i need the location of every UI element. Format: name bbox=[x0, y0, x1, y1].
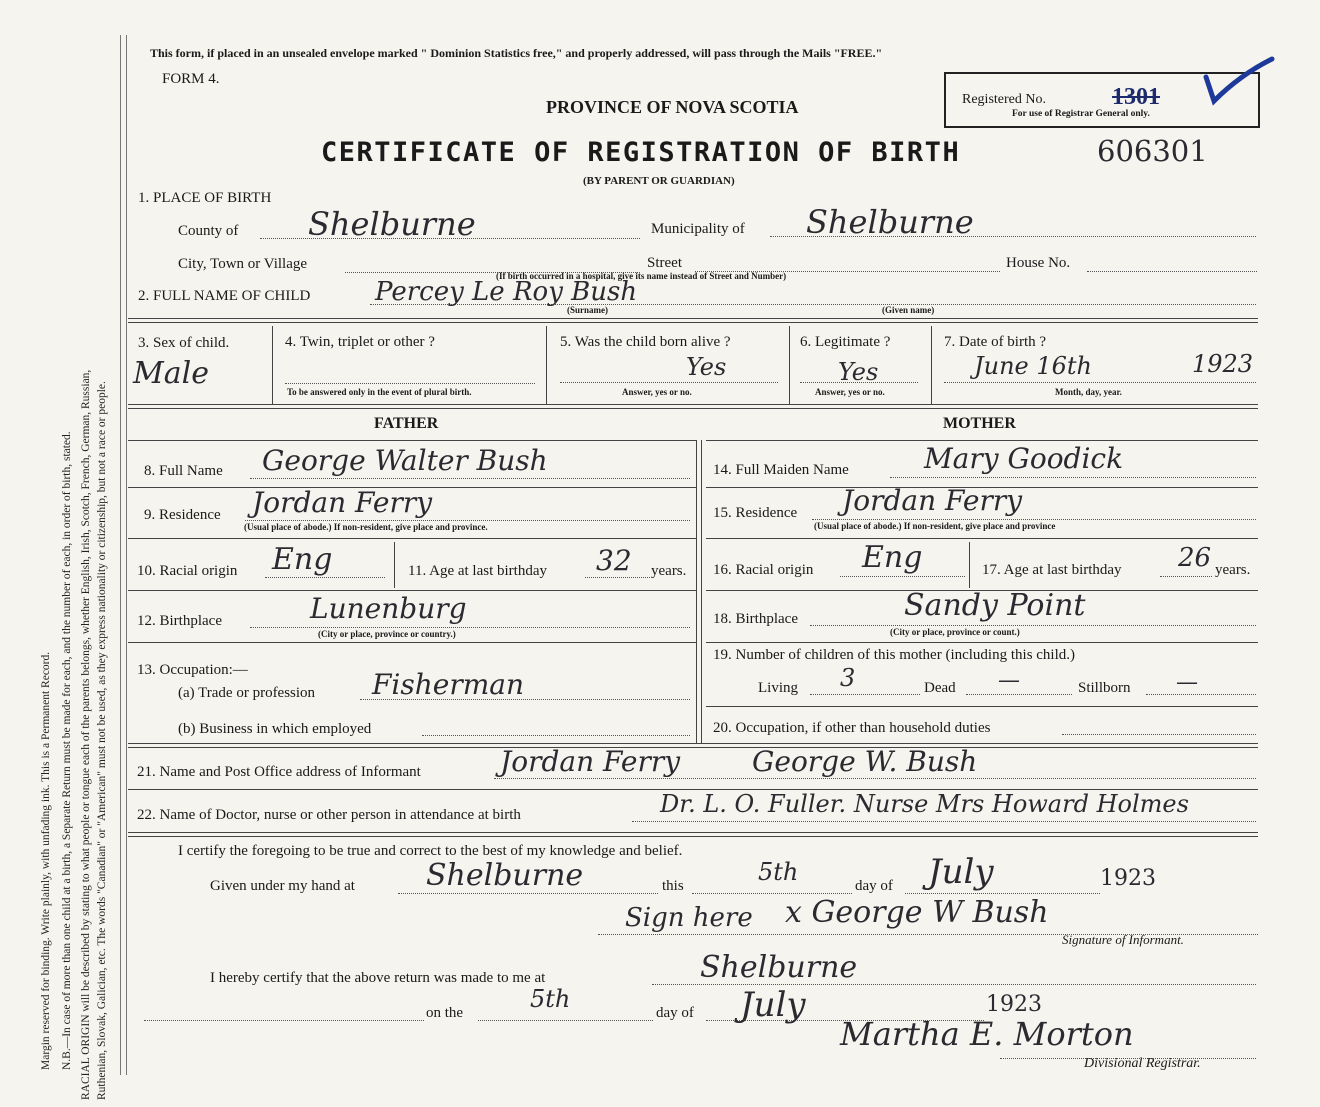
mail-notice: This form, if placed in an unsealed envelope marked " Dominion Statistics free," and properly addressed, will pass through the Mails "FREE." bbox=[150, 46, 883, 60]
mother-age-label: 17. Age at last birthday bbox=[982, 562, 1122, 578]
row-divider bbox=[128, 538, 696, 539]
year-value: 1923 bbox=[1100, 866, 1156, 891]
reg-blank-line bbox=[144, 1020, 424, 1021]
day-line bbox=[692, 893, 852, 894]
house-line bbox=[1087, 271, 1257, 272]
given-name-note: (Given name) bbox=[882, 305, 935, 315]
stillborn-line bbox=[1146, 694, 1256, 695]
father-racial-value: Eng bbox=[272, 542, 333, 577]
father-racial-line bbox=[265, 577, 385, 578]
mother-name-label: 14. Full Maiden Name bbox=[713, 462, 849, 478]
occupation-label: 13. Occupation:— bbox=[137, 662, 248, 678]
father-birthplace-label: 12. Birthplace bbox=[137, 613, 222, 629]
cell-divider bbox=[272, 326, 273, 404]
reg-year-value: 1923 bbox=[986, 992, 1042, 1017]
row-divider bbox=[128, 743, 1258, 744]
dob-note: Month, day, year. bbox=[1055, 387, 1122, 397]
row-divider bbox=[128, 747, 1258, 748]
living-value: 3 bbox=[840, 664, 856, 692]
row-divider bbox=[128, 408, 1258, 409]
row-divider bbox=[128, 404, 1258, 405]
mother-birthplace-line bbox=[810, 625, 1256, 626]
municipality-label: Municipality of bbox=[651, 221, 745, 237]
margin-note-1: Margin reserved for binding. Write plainly, with unfading ink. This is a Permanent Record. bbox=[40, 651, 52, 1070]
certify-statement: I certify the foregoing to be true and correct to the best of my knowledge and belief. bbox=[178, 843, 683, 859]
father-residence-label: 9. Residence bbox=[144, 507, 221, 523]
registrar-statement: I hereby certify that the above return was made to me at bbox=[210, 970, 546, 986]
margin-note-3: RACIAL ORIGIN will be described by stating to what people or tongue each of the parents belongs, whether English, Irish, Scotch, French, German, Russian, bbox=[80, 369, 92, 1100]
stillborn-value: — bbox=[1176, 670, 1198, 695]
cell-divider bbox=[546, 326, 547, 404]
reg-day-value: 5th bbox=[530, 985, 571, 1013]
mother-abode-note: (Usual place of abode.) If non-resident, give place and province bbox=[814, 521, 1056, 531]
informant-address: Jordan Ferry bbox=[500, 745, 681, 778]
month-line bbox=[905, 893, 1100, 894]
alive-value: Yes bbox=[686, 353, 727, 381]
given-place-value: Shelburne bbox=[426, 858, 584, 893]
informant-line bbox=[494, 778, 1256, 779]
this-label: this bbox=[662, 878, 684, 894]
father-years-label: years. bbox=[651, 563, 687, 579]
row-divider bbox=[128, 440, 696, 441]
month-value: July bbox=[928, 852, 994, 892]
mother-birthplace-label: 18. Birthplace bbox=[713, 611, 798, 627]
dead-value: — bbox=[998, 668, 1020, 693]
mother-racial-line bbox=[840, 576, 965, 577]
reg-place-value: Shelburne bbox=[700, 950, 858, 985]
margin-note-4: Ruthenian, Slovak, Galician, etc. The words "Canadian" or "American" must not be used, as they express nationality or citizenship, but not a race or people. bbox=[96, 381, 108, 1100]
dead-label: Dead bbox=[924, 680, 956, 696]
municipality-value: Shelburne bbox=[806, 203, 974, 241]
alive-label: 5. Was the child born alive ? bbox=[560, 334, 731, 350]
reg-month-value: July bbox=[740, 985, 806, 1025]
doctor-label: 22. Name of Doctor, nurse or other person in attendance at birth bbox=[137, 807, 521, 823]
business-label: (b) Business in which employed bbox=[178, 721, 372, 737]
day-value: 5th bbox=[758, 858, 799, 886]
child-name-value: Percey Le Roy Bush bbox=[375, 277, 638, 307]
alive-note: Answer, yes or no. bbox=[622, 387, 692, 397]
father-racial-label: 10. Racial origin bbox=[137, 563, 238, 579]
certificate-subtitle: (BY PARENT OR GUARDIAN) bbox=[583, 175, 735, 187]
cell-divider bbox=[789, 326, 790, 404]
mother-racial-value: Eng bbox=[862, 540, 923, 575]
mother-residence-label: 15. Residence bbox=[713, 505, 798, 521]
street-label: Street bbox=[647, 255, 682, 271]
child-name-label: 2. FULL NAME OF CHILD bbox=[138, 288, 311, 304]
father-heading: FATHER bbox=[374, 415, 439, 432]
informant-label: 21. Name and Post Office address of Informant bbox=[137, 764, 421, 780]
dead-line bbox=[966, 694, 1072, 695]
mother-name-line bbox=[890, 477, 1256, 478]
father-abode-note: (Usual place of abode.) If non-resident, give place and province. bbox=[244, 522, 488, 532]
row-divider bbox=[128, 322, 1258, 323]
mother-birthplace-note: (City or place, province or count.) bbox=[890, 627, 1020, 637]
row-divider bbox=[128, 590, 696, 591]
row-divider bbox=[706, 642, 1258, 643]
registrar-caption: Divisional Registrar. bbox=[1084, 1056, 1201, 1071]
mother-age-line bbox=[1160, 576, 1212, 577]
dob-line bbox=[944, 382, 1256, 383]
center-divider bbox=[696, 440, 697, 743]
registrar-signature: Martha E. Morton bbox=[840, 1015, 1134, 1053]
business-line bbox=[422, 735, 690, 736]
mother-age-value: 26 bbox=[1178, 543, 1212, 573]
margin-note-2: N.B.—In case of more than one child at a birth, a Separate Return must be made for each, and the number of each, in order of birth, stated. bbox=[61, 431, 73, 1070]
cell-divider bbox=[931, 326, 932, 404]
legit-label: 6. Legitimate ? bbox=[800, 334, 891, 350]
margin-rule-2 bbox=[126, 35, 127, 1075]
father-residence-value: Jordan Ferry bbox=[252, 486, 433, 519]
registered-label: Registered No. bbox=[962, 92, 1046, 107]
given-place-line bbox=[398, 893, 658, 894]
checkmark-icon bbox=[1200, 55, 1280, 110]
alive-line bbox=[560, 382, 778, 383]
dob-value: June 16th bbox=[974, 352, 1093, 380]
county-value: Shelburne bbox=[308, 205, 476, 243]
father-name-value: George Walter Bush bbox=[262, 444, 548, 477]
father-name-line bbox=[250, 478, 690, 479]
father-birthplace-note: (City or place, province or country.) bbox=[318, 629, 456, 639]
father-residence-line bbox=[245, 520, 690, 521]
center-divider bbox=[701, 440, 702, 743]
row-divider bbox=[706, 440, 1258, 441]
county-label: County of bbox=[178, 223, 239, 239]
father-age-label: 11. Age at last birthday bbox=[408, 563, 547, 579]
mother-heading: MOTHER bbox=[943, 415, 1016, 432]
margin-rule bbox=[120, 35, 121, 1075]
trade-label: (a) Trade or profession bbox=[178, 685, 316, 701]
trade-value: Fisherman bbox=[372, 668, 525, 701]
father-age-value: 32 bbox=[596, 544, 632, 577]
given-label: Given under my hand at bbox=[210, 878, 355, 894]
cell-divider bbox=[969, 542, 970, 588]
day-of-label: day of bbox=[855, 878, 893, 894]
mother-birthplace-value: Sandy Point bbox=[904, 588, 1086, 623]
place-of-birth-label: 1. PLACE OF BIRTH bbox=[138, 190, 272, 206]
informant-name: George W. Bush bbox=[752, 745, 978, 778]
twin-label: 4. Twin, triplet or other ? bbox=[285, 334, 435, 350]
reg-day-of-label: day of bbox=[656, 1005, 694, 1021]
registered-number: 1301 bbox=[1112, 84, 1160, 110]
mother-residence-line bbox=[812, 519, 1256, 520]
surname-note: (Surname) bbox=[567, 305, 608, 315]
hospital-note: (If birth occurred in a hospital, give its name instead of Street and Number) bbox=[496, 271, 787, 281]
living-line bbox=[810, 694, 920, 695]
city-label: City, Town or Village bbox=[178, 256, 308, 272]
on-the-label: on the bbox=[426, 1005, 464, 1021]
legit-value: Yes bbox=[838, 358, 879, 386]
children-count-label: 19. Number of children of this mother (including this child.) bbox=[713, 647, 1076, 663]
twin-line bbox=[285, 383, 535, 384]
row-divider bbox=[128, 318, 1258, 319]
form-number: FORM 4. bbox=[162, 71, 220, 87]
informant-signature: x George W Bush bbox=[785, 895, 1049, 930]
mother-name-value: Mary Goodick bbox=[924, 442, 1124, 475]
mother-racial-label: 16. Racial origin bbox=[713, 562, 814, 578]
stamp-number: 606301 bbox=[1097, 134, 1208, 168]
row-divider bbox=[706, 538, 1258, 539]
mother-residence-value: Jordan Ferry bbox=[842, 484, 1023, 517]
doctor-line bbox=[632, 821, 1256, 822]
mother-occupation-line bbox=[1062, 734, 1256, 735]
doctor-value: Dr. L. O. Fuller. Nurse Mrs Howard Holmes bbox=[660, 790, 1189, 818]
father-name-label: 8. Full Name bbox=[144, 463, 223, 479]
row-divider bbox=[128, 836, 1258, 837]
father-birthplace-value: Lunenburg bbox=[310, 592, 467, 625]
province-heading: PROVINCE OF NOVA SCOTIA bbox=[546, 97, 799, 117]
stillborn-label: Stillborn bbox=[1078, 680, 1131, 696]
cell-divider bbox=[394, 542, 395, 588]
sex-value: Male bbox=[133, 356, 209, 391]
dob-label: 7. Date of birth ? bbox=[944, 334, 1047, 350]
row-divider bbox=[706, 706, 1258, 707]
twin-note: To be answered only in the event of plural birth. bbox=[287, 387, 472, 397]
house-label: House No. bbox=[1006, 255, 1071, 271]
living-label: Living bbox=[758, 680, 798, 696]
sex-label: 3. Sex of child. bbox=[138, 335, 230, 351]
row-divider bbox=[128, 832, 1258, 833]
reg-day-line bbox=[478, 1020, 653, 1021]
signature-caption: Signature of Informant. bbox=[1062, 932, 1184, 947]
mother-occupation-label: 20. Occupation, if other than household duties bbox=[713, 720, 991, 736]
mother-years-label: years. bbox=[1215, 562, 1251, 578]
registrar-note: For use of Registrar General only. bbox=[1012, 109, 1150, 119]
dob-year: 1923 bbox=[1192, 350, 1254, 378]
certificate-title: CERTIFICATE OF REGISTRATION OF BIRTH bbox=[321, 137, 961, 168]
father-birthplace-line bbox=[250, 627, 690, 628]
row-divider bbox=[128, 642, 696, 643]
sign-here-note: Sign here bbox=[625, 903, 753, 933]
father-age-line bbox=[585, 577, 650, 578]
legit-note: Answer, yes or no. bbox=[815, 387, 885, 397]
